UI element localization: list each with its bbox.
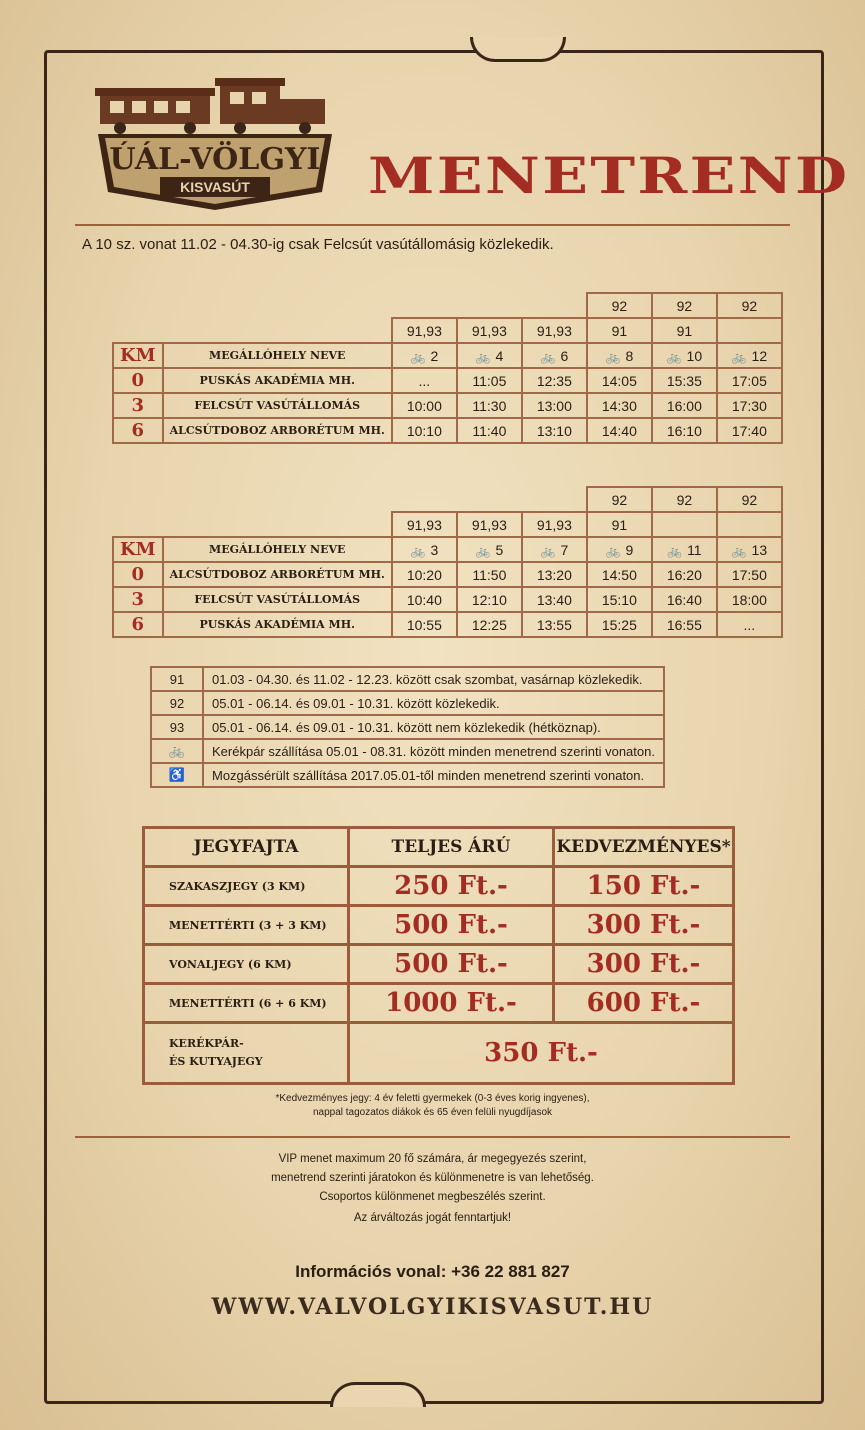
bicycle-icon: 🚲 [540,349,556,364]
frame-notch-top [470,37,566,62]
table-cell: 350 Ft.- [349,1023,734,1084]
bicycle-icon: 🚲 [731,543,747,558]
legend-row [151,715,664,739]
table-cell: 12:10 [457,587,522,612]
table-cell: MENETTÉRTI (6 + 6 KM) [144,984,349,1023]
table-cell: FELCSÚT VASÚTÁLLOMÁS [163,393,392,418]
table-cell [457,537,522,562]
timetable-outbound [112,292,783,444]
km-header: KM [113,537,163,562]
logo-subtitle: KISVASÚT [180,179,250,195]
table-cell: 91,93 [457,512,522,537]
stop-header: MEGÁLLÓHELY NEVE [163,343,392,368]
legend-row [151,691,664,715]
table-cell: KERÉKPÁR- ÉS KUTYAJEGY [144,1023,349,1084]
train-number: 10 [686,347,703,364]
table-cell [522,537,587,562]
legend-table [150,666,665,788]
table-cell: 91,93 [392,512,457,537]
stop-header: MEGÁLLÓHELY NEVE [163,537,392,562]
table-cell: 91,93 [522,318,587,343]
table-cell: 12:25 [457,612,522,637]
table-cell: 11:50 [457,562,522,587]
table-cell: 10:10 [392,418,457,443]
table-cell: VONALJEGY (6 KM) [144,945,349,984]
table-cell: 13:55 [522,612,587,637]
bicycle-icon: 🚲 [731,349,747,364]
legend-row [151,667,664,691]
timetable-return [112,486,783,638]
logo-title: ÚÁL-VÖLGYI [109,142,321,177]
table-cell: 10:55 [392,612,457,637]
table-cell: 92 [587,487,652,512]
table-cell: 93 [151,715,203,739]
train-number: 8 [625,347,634,364]
info-phone: Információs vonal: +36 22 881 827 [295,1262,570,1281]
table-row [144,867,734,906]
bicycle-icon: 🚲 [475,543,491,558]
legend-row [151,739,664,763]
table-row [113,612,782,637]
train-number: 6 [560,347,569,364]
legend-row [151,763,664,787]
bicycle-icon: 🚲 [475,349,491,364]
train-number: 11 [687,541,702,558]
table-cell: 150 Ft.- [554,867,734,906]
table-cell [717,512,782,537]
page-title: MENETREND [368,146,850,205]
table-cell: 600 Ft.- [554,984,734,1023]
bicycle-icon: 🚲 [151,739,203,763]
train-number: 13 [751,541,768,558]
train-number: 5 [495,541,504,558]
table-cell: 3 [113,393,163,418]
table-cell: 17:05 [717,368,782,393]
bicycle-icon: 🚲 [667,543,683,558]
table-cell [522,343,587,368]
table-cell: 13:40 [522,587,587,612]
table-cell: 250 Ft.- [349,867,554,906]
table-cell: 500 Ft.- [349,945,554,984]
table-cell: 92 [652,293,717,318]
table-cell [113,487,587,512]
table-cell: 14:30 [587,393,652,418]
bicycle-icon: 🚲 [540,543,556,558]
table-cell: TELJES ÁRÚ [349,828,554,867]
logo [90,74,340,214]
table-cell: 11:40 [457,418,522,443]
table-cell: Mozgássérült szállítása 2017.05.01-től minden menetrend szerinti vonaton. [203,763,664,787]
table-cell [717,537,782,562]
vip-info: VIP menet maximum 20 fő számára, ár megegyezés szerint, menetrend szerinti járatokon és különmenetre is van lehetőség. Csoportos különmenet megbeszélés szerint. Az árváltozás jogát fenntartjuk! [271,1153,594,1224]
table-row [113,393,782,418]
table-cell: 91 [151,667,203,691]
table-cell [457,343,522,368]
price-table [142,826,735,1085]
table-cell [392,343,457,368]
bicycle-icon: 🚲 [605,543,621,558]
table-cell: 17:40 [717,418,782,443]
table-cell: MENETTÉRTI (3 + 3 KM) [144,906,349,945]
table-cell: ... [717,612,782,637]
table-cell: 6 [113,418,163,443]
table-cell: 10:40 [392,587,457,612]
table-cell: 6 [113,612,163,637]
website-link[interactable]: WWW.VALVOLGYIKISVASUT.HU [211,1294,654,1320]
table-cell: 15:35 [652,368,717,393]
notice-text: A 10 sz. vonat 11.02 - 04.30-ig csak Felcsút vasútállomásig közlekedik. [82,236,554,253]
table-cell [587,343,652,368]
table-cell: 14:50 [587,562,652,587]
table-cell: 92 [717,487,782,512]
table-row [113,368,782,393]
table-cell: 18:00 [717,587,782,612]
table-cell [717,343,782,368]
table-cell: 11:05 [457,368,522,393]
table-row [113,587,782,612]
table-cell: 92 [652,487,717,512]
divider-bottom [75,1136,790,1138]
bicycle-icon: 🚲 [410,349,426,364]
table-cell: 91 [587,512,652,537]
table-cell [652,537,717,562]
train-number: 3 [430,541,439,558]
table-row [144,906,734,945]
table-cell: 16:55 [652,612,717,637]
table-cell: 16:20 [652,562,717,587]
table-cell: 01.03 - 04.30. és 11.02 - 12.23. között csak szombat, vasárnap közlekedik. [203,667,664,691]
bicycle-icon: 🚲 [666,349,682,364]
table-cell: KEDVEZMÉNYES* [554,828,734,867]
table-cell: Kerékpár szállítása 05.01 - 08.31. között minden menetrend szerinti vonaton. [203,739,664,763]
table-cell: 92 [587,293,652,318]
table-row [113,418,782,443]
table-cell: 91,93 [522,512,587,537]
table-cell: 17:50 [717,562,782,587]
table-cell: PUSKÁS AKADÉMIA MH. [163,612,392,637]
table-cell: 12:35 [522,368,587,393]
table-cell: ALCSÚTDOBOZ ARBORÉTUM MH. [163,562,392,587]
frame-notch-bottom [330,1382,426,1407]
table-row [144,984,734,1023]
table-cell: 05.01 - 06.14. és 09.01 - 10.31. között nem közlekedik (hétköznap). [203,715,664,739]
table-cell: SZAKASZJEGY (3 KM) [144,867,349,906]
table-row [144,1023,734,1084]
table-cell: 11:30 [457,393,522,418]
table-cell: 13:20 [522,562,587,587]
table-cell: ... [392,368,457,393]
train-number: 12 [751,347,768,364]
table-cell: 300 Ft.- [554,906,734,945]
divider-top [75,224,790,226]
table-cell: 13:10 [522,418,587,443]
table-cell: 91 [587,318,652,343]
table-cell: 13:00 [522,393,587,418]
table-cell: 91,93 [457,318,522,343]
table-cell: 0 [113,368,163,393]
table-cell: 0 [113,562,163,587]
table-cell: 500 Ft.- [349,906,554,945]
train-number: 9 [625,541,634,558]
km-header: KM [113,343,163,368]
table-cell [652,512,717,537]
table-cell [113,293,587,318]
table-cell: JEGYFAJTA [144,828,349,867]
table-cell: 91,93 [392,318,457,343]
table-cell: ALCSÚTDOBOZ ARBORÉTUM MH. [163,418,392,443]
table-cell [652,343,717,368]
table-cell: 14:40 [587,418,652,443]
table-cell [587,537,652,562]
table-cell: 16:00 [652,393,717,418]
table-cell: 3 [113,587,163,612]
train-number: 4 [495,347,504,364]
table-cell: 91 [652,318,717,343]
table-row [144,945,734,984]
table-cell: 10:00 [392,393,457,418]
table-cell: FELCSÚT VASÚTÁLLOMÁS [163,587,392,612]
footnote: *Kedvezményes jegy: 4 év feletti gyermekek (0-3 éves korig ingyenes), nappal tagozatos diákok és 65 éven felüli nyugdíjasok [275,1093,590,1118]
table-cell: PUSKÁS AKADÉMIA MH. [163,368,392,393]
table-cell [717,318,782,343]
bicycle-icon: 🚲 [410,543,426,558]
table-cell [392,537,457,562]
table-cell: 92 [151,691,203,715]
table-cell: 05.01 - 06.14. és 09.01 - 10.31. között közlekedik. [203,691,664,715]
table-cell: 17:30 [717,393,782,418]
table-cell: 92 [717,293,782,318]
table-cell [113,512,392,537]
table-cell: 10:20 [392,562,457,587]
table-cell: 15:25 [587,612,652,637]
train-number: 2 [430,347,439,364]
table-cell: 15:10 [587,587,652,612]
table-row [113,562,782,587]
table-cell [113,318,392,343]
table-cell: 14:05 [587,368,652,393]
bicycle-icon: 🚲 [605,349,621,364]
table-cell: 300 Ft.- [554,945,734,984]
table-cell: 16:40 [652,587,717,612]
wheelchair-icon: ♿ [151,763,203,787]
table-cell: 1000 Ft.- [349,984,554,1023]
table-cell: 16:10 [652,418,717,443]
train-number: 7 [560,541,569,558]
